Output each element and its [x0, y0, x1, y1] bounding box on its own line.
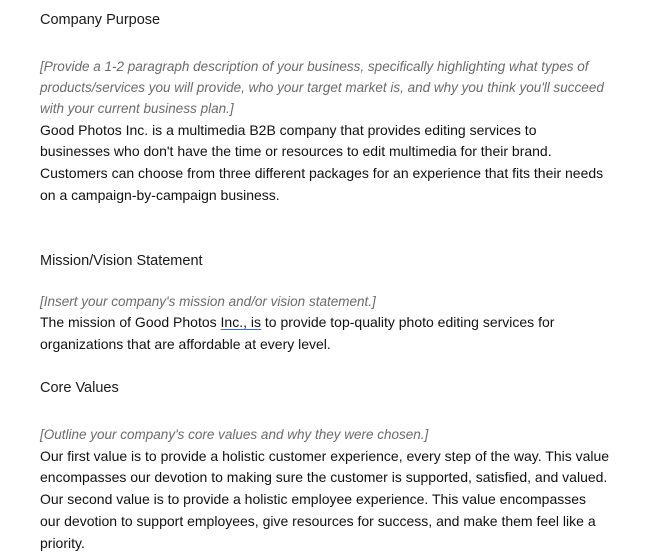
- spacer: [40, 399, 610, 425]
- core-values-body-paragraph-2: Our second value is to provide a holistic employee experience. This value encompasses our devotion to support employees, give resources for success, and make them feel like a priority.: [40, 491, 596, 551]
- core-values-placeholder: [Outline your company's core values and why they were chosen.]: [40, 426, 429, 442]
- spacer: [40, 272, 610, 292]
- mission-body-text-part2: to provide top-quality photo editing services for organizations that are affordable at every level.: [40, 314, 555, 353]
- section-company-purpose: [40, 10, 610, 207]
- spellcheck-flagged-text[interactable]: Inc., is: [220, 314, 262, 331]
- section-core-values: [40, 378, 610, 554]
- mission-vision-placeholder: [Insert your company's mission and/or vision statement.]: [40, 293, 376, 309]
- mission-vision-body: [40, 312, 610, 355]
- company-purpose-body: Good Photos Inc. is a multimedia B2B company that provides editing services to businesses who don't have the time or resources to edit multimedia for their brand. Customers can choose from three different packages for an experience that fits their needs on a campaign-by-campaign business.: [40, 121, 604, 203]
- company-purpose-heading: Company Purpose: [40, 12, 161, 28]
- mission-body-text-part1: The mission of Good Photos: [40, 314, 221, 331]
- core-values-body-paragraph-1: Our first value is to provide a holistic customer experience, every step of the way. This value encompasses our devotion to making sure the customer is supported, satisfied, and valued.: [40, 447, 610, 486]
- mission-vision-heading: Mission/Vision Statement: [40, 252, 203, 269]
- core-values-heading: Core Values: [40, 379, 119, 396]
- section-mission-vision: [40, 251, 610, 356]
- spacer: [40, 31, 610, 57]
- spacer: [40, 207, 610, 251]
- company-purpose-placeholder: [Provide a 1-2 paragraph description of your business, specifically highlighting what types of products/services you will provide, who your target market is, and why you think you'll succeed with your current business plan.]: [40, 59, 604, 116]
- spacer: [40, 356, 610, 378]
